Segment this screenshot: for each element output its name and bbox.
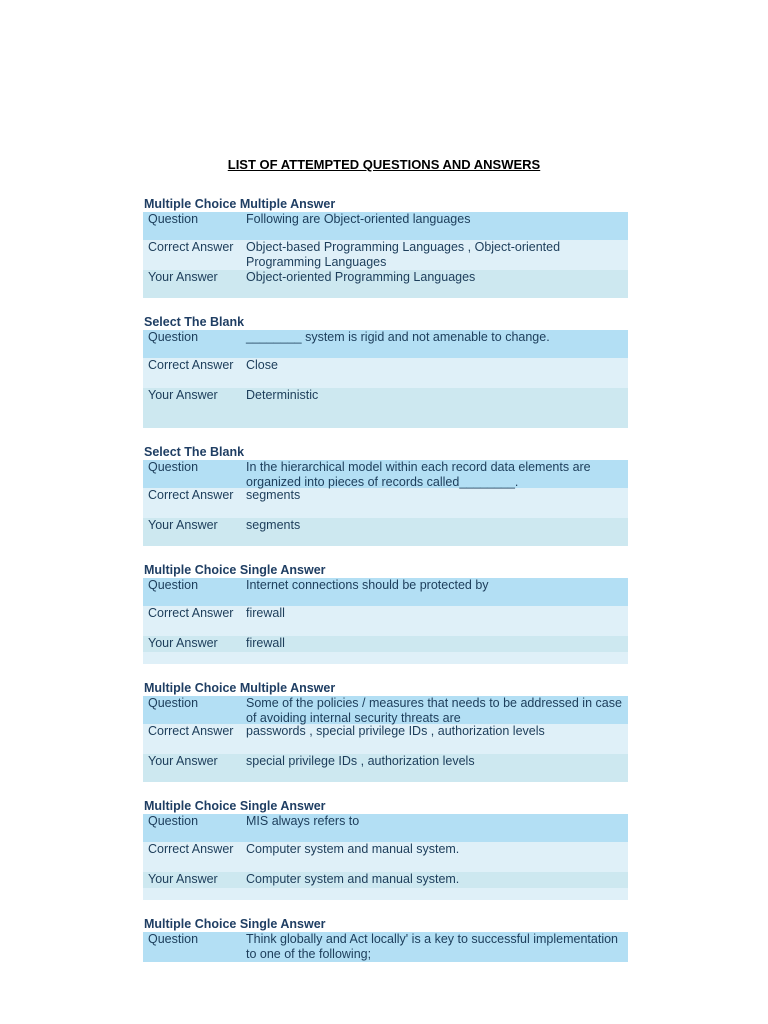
question-row: [143, 460, 628, 488]
your-answer-row: [143, 636, 628, 652]
your-answer-label: Your Answer: [148, 872, 218, 886]
question-type-heading: Multiple Choice Single Answer: [144, 917, 326, 931]
row-spacer: [143, 416, 628, 428]
correct-answer-text: segments: [246, 488, 301, 502]
qa-section: [143, 798, 628, 900]
question-type-heading: Select The Blank: [144, 315, 245, 329]
correct-answer-text: Close: [246, 358, 278, 372]
correct-answer-row: [143, 606, 628, 636]
your-answer-row: [143, 388, 628, 416]
question-type-heading: Select The Blank: [144, 445, 245, 459]
correct-answer-row: [143, 842, 628, 872]
question-type-heading: Multiple Choice Single Answer: [144, 563, 326, 577]
row-spacer: [143, 652, 628, 664]
your-answer-row: [143, 270, 628, 298]
qa-section: [143, 916, 628, 962]
question-type-heading: Multiple Choice Multiple Answer: [144, 681, 336, 695]
qa-section: [143, 562, 628, 664]
your-answer-label: Your Answer: [148, 388, 218, 402]
correct-answer-label: Correct Answer: [148, 240, 234, 254]
your-answer-text: Deterministic: [246, 388, 319, 402]
question-text: Following are Object-oriented languages: [246, 212, 471, 226]
row-spacer: [143, 888, 628, 900]
correct-answer-label: Correct Answer: [148, 488, 234, 502]
correct-answer-text: passwords , special privilege IDs , authorization levels: [246, 724, 545, 738]
your-answer-label: Your Answer: [148, 754, 218, 768]
correct-answer-row: [143, 488, 628, 518]
your-answer-label: Your Answer: [148, 636, 218, 650]
your-answer-row: [143, 518, 628, 546]
qa-list: [143, 196, 628, 978]
question-label: Question: [148, 578, 199, 592]
question-label: Question: [148, 212, 199, 226]
question-row: [143, 814, 628, 842]
question-text: In the hierarchical model within each record data elements are organized into pieces of records called________.: [246, 460, 591, 489]
correct-answer-label: Correct Answer: [148, 724, 234, 738]
question-row: [143, 932, 628, 962]
question-text: ________ system is rigid and not amenable to change.: [246, 330, 550, 344]
page-title: LIST OF ATTEMPTED QUESTIONS AND ANSWERS: [227, 157, 541, 172]
question-label: Question: [148, 696, 199, 710]
correct-answer-text: Object-based Programming Languages , Object-oriented Programming Languages: [246, 240, 561, 269]
question-type-heading: Multiple Choice Multiple Answer: [144, 197, 336, 211]
your-answer-text: Object-oriented Programming Languages: [246, 270, 476, 284]
question-type-heading: Multiple Choice Single Answer: [144, 799, 326, 813]
question-text: Some of the policies / measures that needs to be addressed in case of avoiding internal security threats are: [246, 696, 622, 725]
question-text: Think globally and Act locally' is a key to successful implementation to one of the following;: [246, 932, 619, 961]
question-label: Question: [148, 932, 199, 946]
correct-answer-text: Computer system and manual system.: [246, 842, 460, 856]
your-answer-text: segments: [246, 518, 301, 532]
correct-answer-label: Correct Answer: [148, 606, 234, 620]
your-answer-text: special privilege IDs , authorization levels: [246, 754, 475, 768]
correct-answer-row: [143, 240, 628, 270]
qa-section: [143, 314, 628, 428]
correct-answer-label: Correct Answer: [148, 842, 234, 856]
qa-section: [143, 680, 628, 782]
your-answer-label: Your Answer: [148, 270, 218, 284]
question-row: [143, 330, 628, 358]
your-answer-label: Your Answer: [148, 518, 218, 532]
question-text: Internet connections should be protected by: [246, 578, 489, 592]
your-answer-row: [143, 872, 628, 888]
your-answer-row: [143, 754, 628, 782]
your-answer-text: firewall: [246, 636, 285, 650]
qa-section: [143, 444, 628, 546]
qa-section: [143, 196, 628, 298]
correct-answer-text: firewall: [246, 606, 285, 620]
correct-answer-row: [143, 358, 628, 388]
question-label: Question: [148, 460, 199, 474]
question-label: Question: [148, 814, 199, 828]
question-row: [143, 696, 628, 724]
question-label: Question: [148, 330, 199, 344]
question-row: [143, 578, 628, 606]
correct-answer-row: [143, 724, 628, 754]
your-answer-text: Computer system and manual system.: [246, 872, 460, 886]
question-text: MIS always refers to: [246, 814, 360, 828]
question-row: [143, 212, 628, 240]
correct-answer-label: Correct Answer: [148, 358, 234, 372]
